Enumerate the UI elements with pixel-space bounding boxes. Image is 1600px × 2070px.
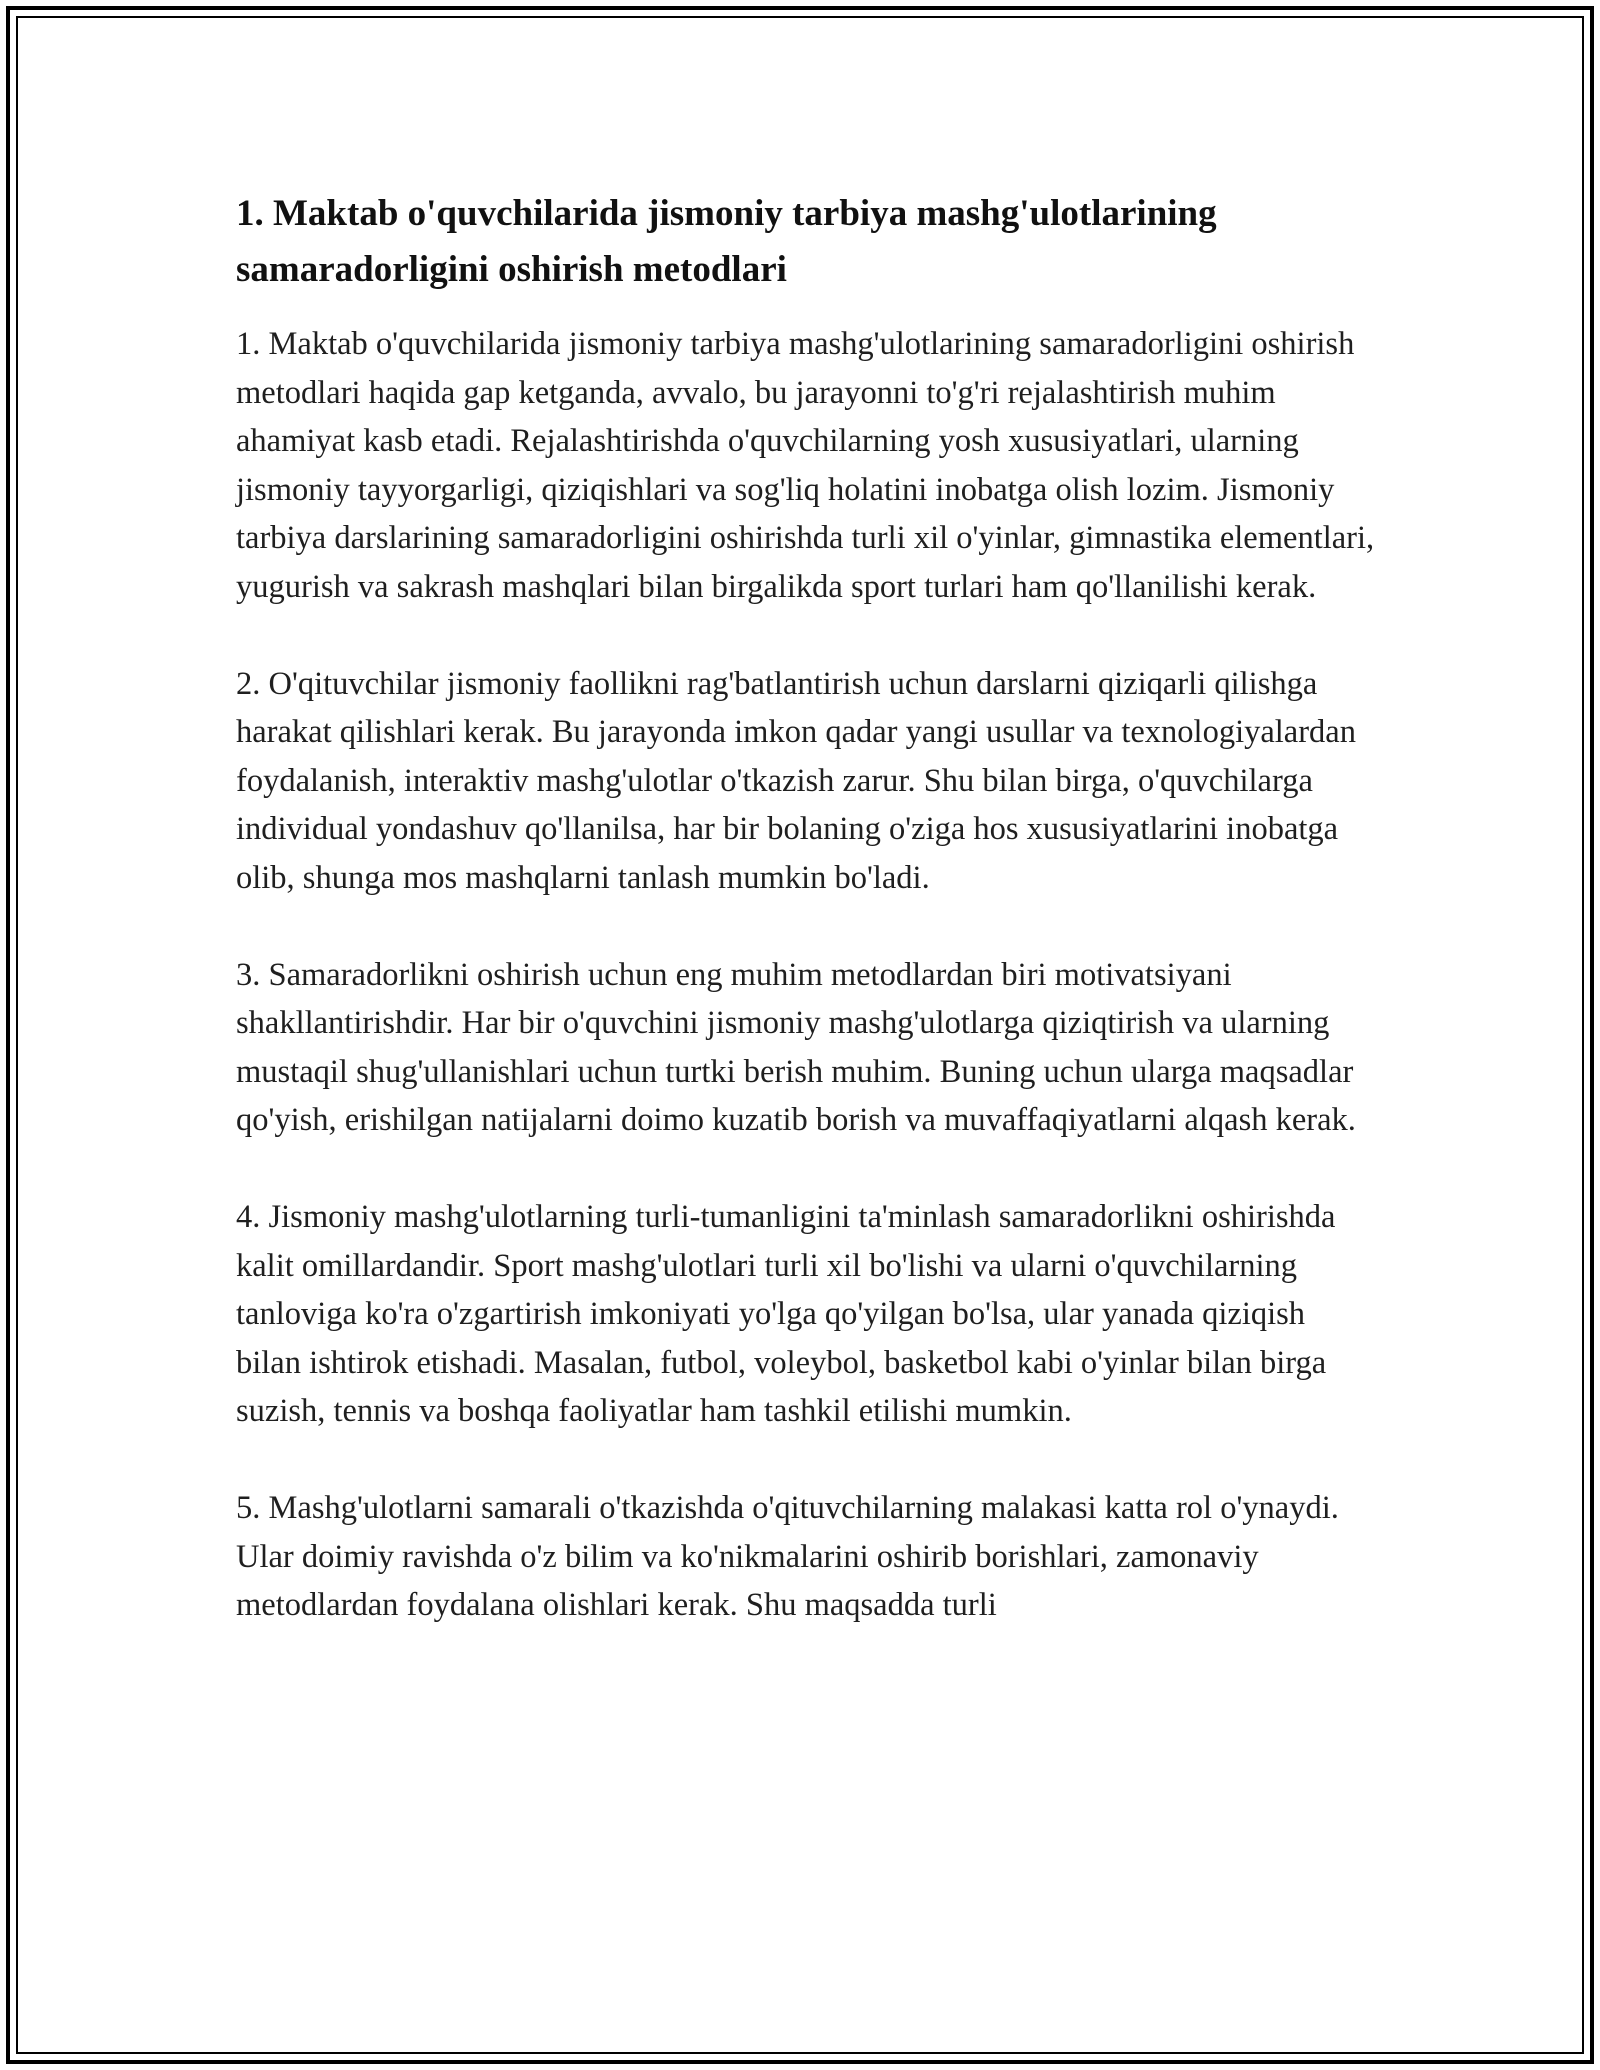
paragraph-1: 1. Maktab o'quvchilarida jismoniy tarbiya mashg'ulotlarining samaradorligini oshirish metodlari haqida gap ketganda, avvalo, bu jarayonni to'g'ri rejalashtirish muhim ahamiyat kasb etadi. Rejalashtirishda o'quvchilarning yosh xususiyatlari, ularning jismoniy tayyorgarligi, qiziqishlari va sog'liq holatini inobatga olish lozim. Jismoniy tarbiya darslarining samaradorligini oshirishda turli xil o'yinlar, gimnastika elementlari, yugurish va sakrash mashqlari bilan birgalikda sport turlari ham qo'llanilishi kerak. — [236, 326, 1375, 605]
paragraph-4: 4. Jismoniy mashg'ulotlarning turli-tumanligini ta'minlash samaradorlikni oshirishda kalit omillardandir. Sport mashg'ulotlari turli xil bo'lishi va ularni o'quvchilarning tanloviga ko'ra o'zgartirish imkoniyati yo'lga qo'yilgan bo'lsa, ular yanada qiziqish bilan ishtirok etishadi. Masalan, futbol, voleybol, basketbol kabi o'yinlar bilan birga suzish, tennis va boshqa faoliyatlar ham tashkil etilishi mumkin. — [236, 1199, 1336, 1429]
document-body — [236, 186, 1376, 1678]
paragraph-3: 3. Samaradorlikni oshirish uchun eng muhim metodlardan biri motivatsiyani shakllantirishdir. Har bir o'quvchini jismoniy mashg'ulotlarga qiziqtirish va ularning mustaqil shug'ullanishlari uchun turtki berish muhim. Buning uchun ularga maqsadlar qo'yish, erishilgan natijalarni doimo kuzatib borish va muvaffaqiyatlarni alqash kerak. — [236, 956, 1356, 1138]
document-title: 1. Maktab o'quvchilarida jismoniy tarbiya mashg'ulotlarining samaradorligini oshirish metodlari — [236, 193, 1217, 290]
paragraph-2: 2. O'qituvchilar jismoniy faollikni rag'batlantirish uchun darslarni qiziqarli qilishga harakat qilishlari kerak. Bu jarayonda imkon qadar yangi usullar va texnologiyalardan foydalanish, interaktiv mashg'ulotlar o'tkazish zarur. Shu bilan birga, o'quvchilarga individual yondashuv qo'llanilsa, har bir bolaning o'ziga hos xususiyatlarini inobatga olib, shunga mos mashqlarni tanlash mumkin bo'ladi. — [236, 665, 1356, 896]
paragraph-5: 5. Mashg'ulotlarni samarali o'tkazishda o'qituvchilarning malakasi katta rol o'ynaydi. Ular doimiy ravishda o'z bilim va ko'nikmalarini oshirib borishlari, zamonaviy metodlardan foydalana olishlari kerak. Shu maqsadda turli — [236, 1490, 1339, 1623]
